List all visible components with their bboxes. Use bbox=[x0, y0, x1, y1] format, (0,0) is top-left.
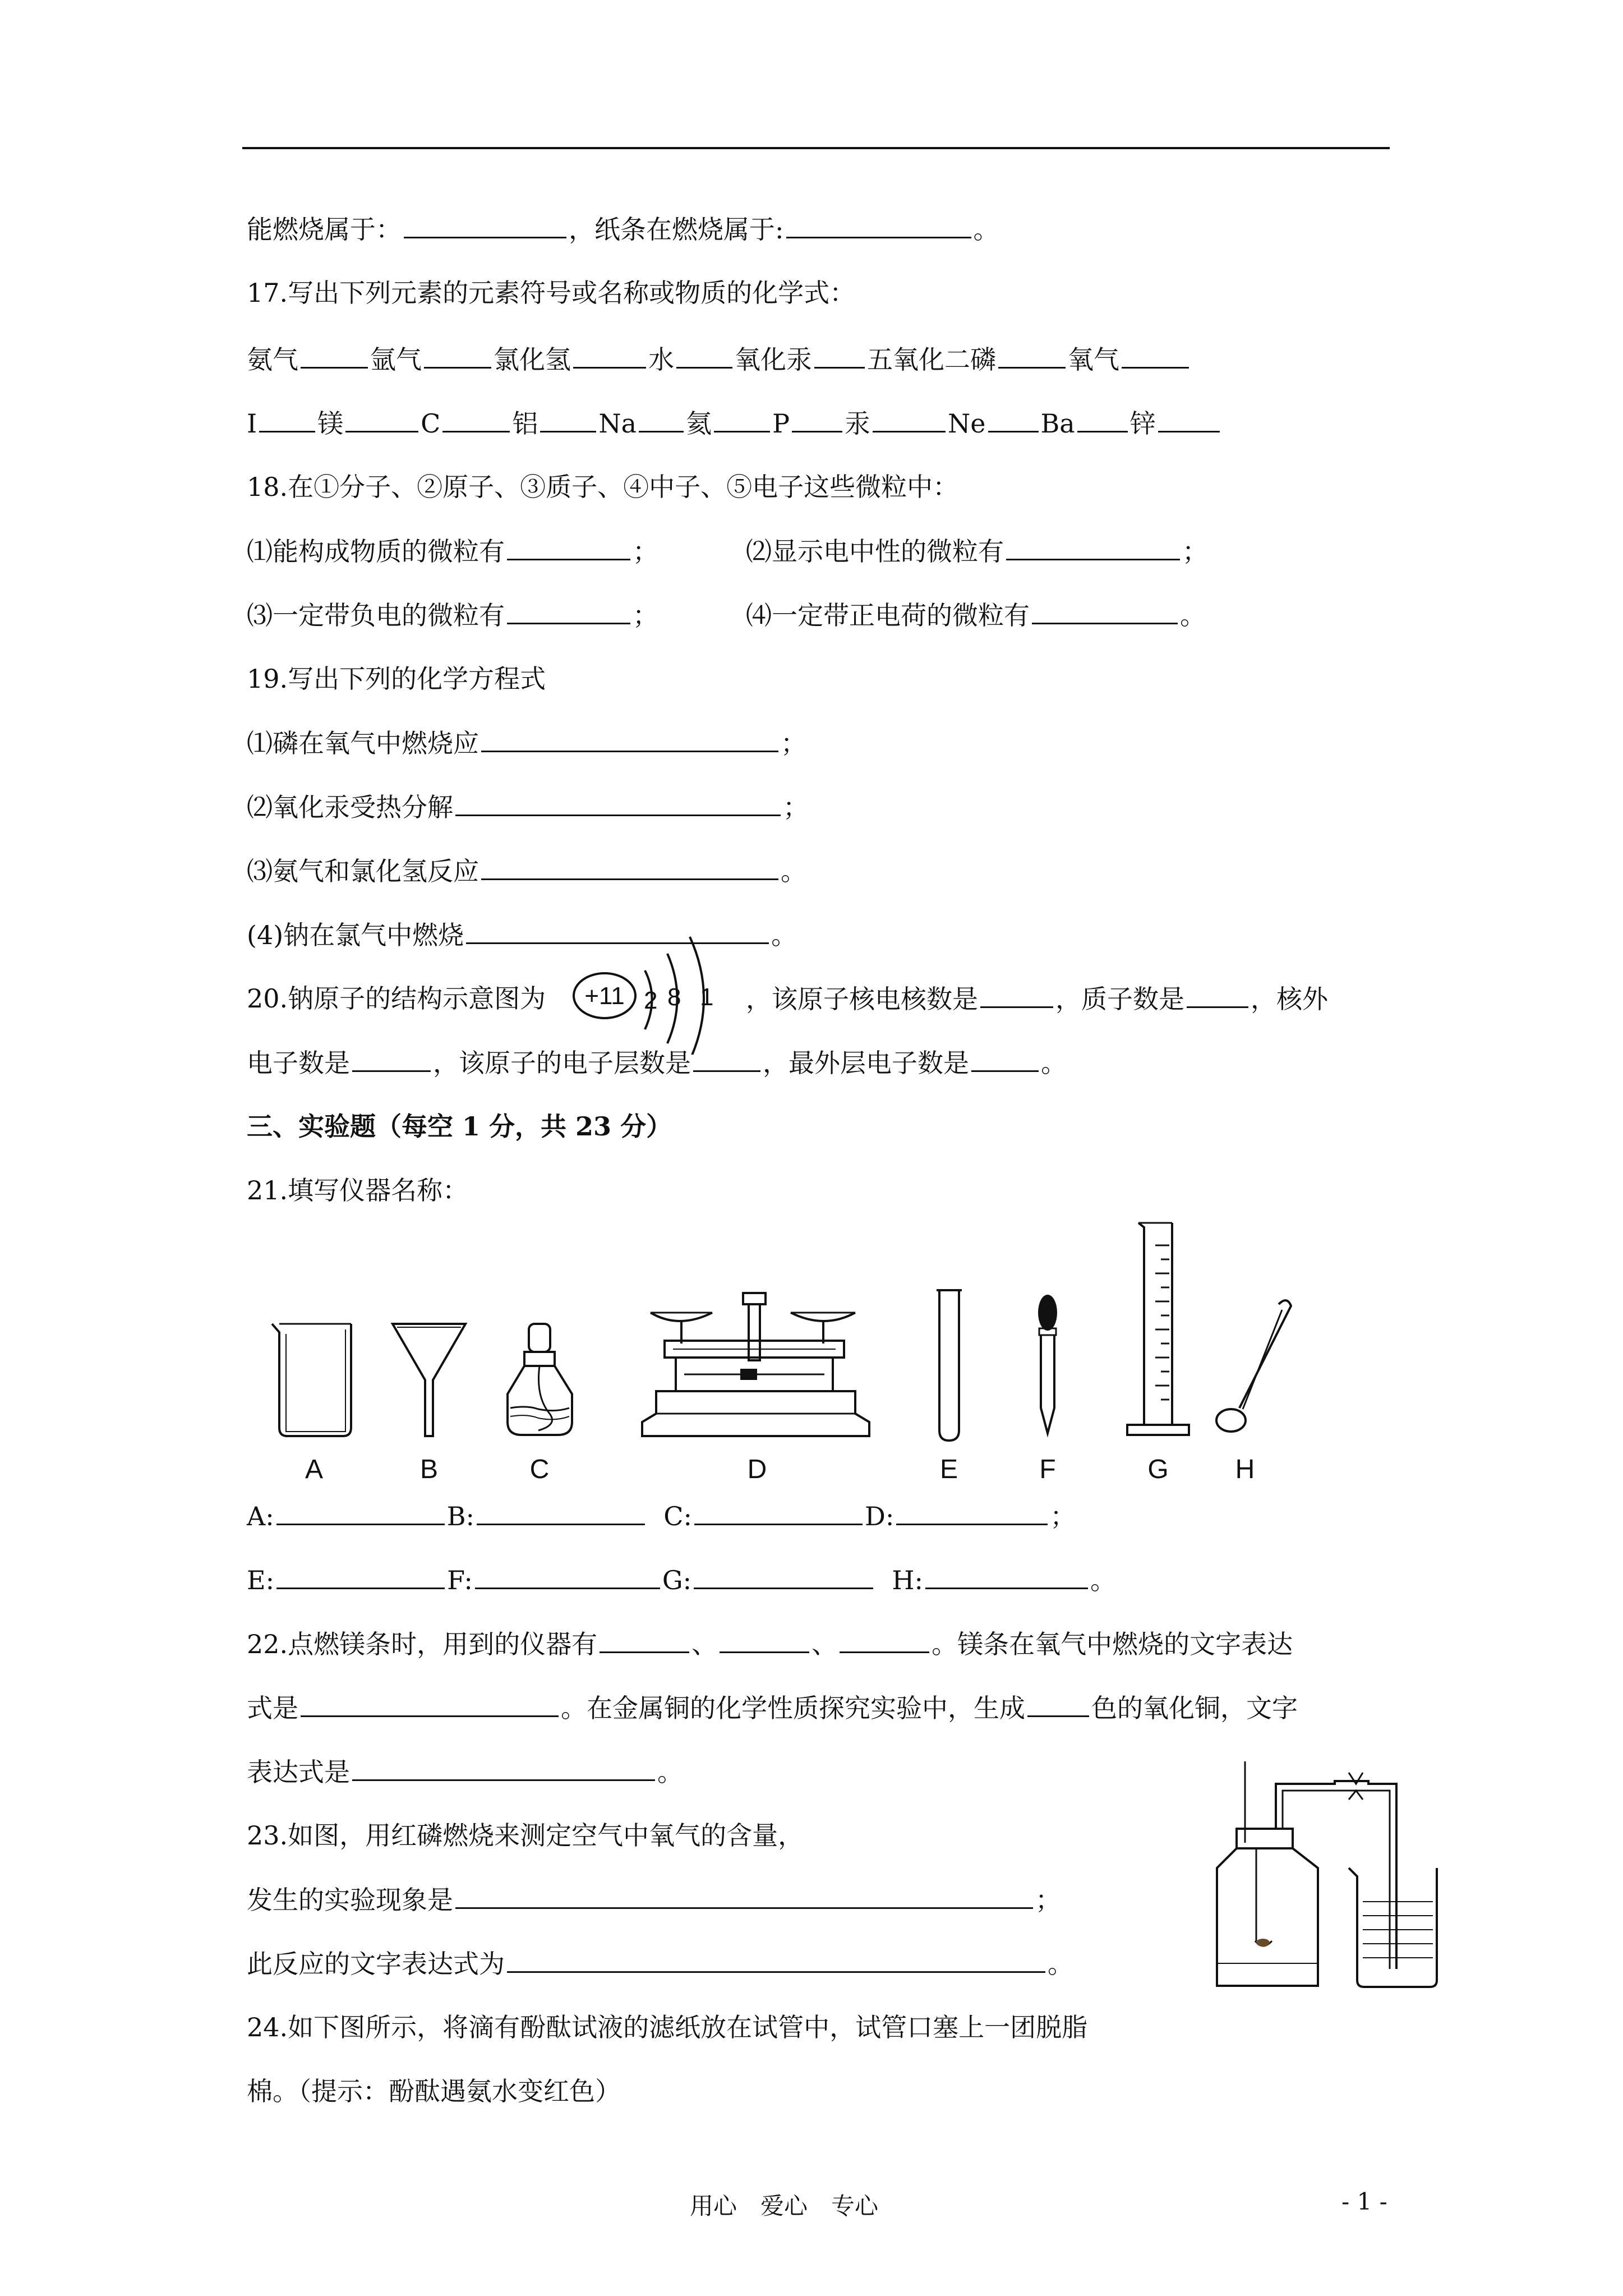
medicine-spoon-icon bbox=[1216, 1300, 1291, 1432]
instrument-label: C bbox=[529, 1455, 550, 1484]
q20-text: ，该原子核电核数是 bbox=[746, 984, 978, 1014]
connecting-tube-icon bbox=[1276, 1773, 1396, 1969]
answer-blank[interactable] bbox=[352, 1046, 431, 1072]
answer-blank[interactable] bbox=[345, 406, 418, 432]
answer-blank[interactable] bbox=[1027, 1691, 1089, 1717]
answer-blank[interactable] bbox=[896, 1499, 1048, 1525]
q18-row1 bbox=[247, 534, 658, 568]
answer-blank[interactable] bbox=[477, 1499, 645, 1525]
q20-text: ，该原子的电子层数是 bbox=[433, 1048, 691, 1078]
answer-blank[interactable] bbox=[925, 1563, 1088, 1589]
funnel-icon bbox=[393, 1324, 465, 1436]
q22-row1 bbox=[247, 1627, 1293, 1661]
instrument-label: F bbox=[1039, 1455, 1056, 1484]
answer-blank[interactable] bbox=[442, 406, 510, 432]
q20-row1b bbox=[746, 982, 1328, 1016]
answer-blank[interactable] bbox=[786, 212, 971, 238]
q23-text: 发生的实验现象是 bbox=[247, 1885, 453, 1915]
answer-blank[interactable] bbox=[971, 1046, 1039, 1072]
answer-blank[interactable] bbox=[693, 1046, 760, 1072]
q18-part: ⑵显示电中性的微粒有 bbox=[746, 536, 1004, 567]
page-number: - 1 - bbox=[1341, 2188, 1387, 2215]
answer-blank[interactable] bbox=[1122, 342, 1189, 369]
answer-blank[interactable] bbox=[259, 406, 315, 432]
q23-row1: 23.如图，用红磷燃烧来测定空气中氧气的含量， bbox=[247, 1820, 804, 1851]
alcohol-lamp-icon bbox=[508, 1324, 572, 1435]
q22-text: 色的氧化铜，文字 bbox=[1091, 1693, 1298, 1723]
q20-text: ，最外层电子数是 bbox=[763, 1048, 969, 1078]
answer-blank[interactable] bbox=[276, 1499, 445, 1525]
answer-blank[interactable] bbox=[301, 342, 368, 369]
q17-item: 汞 bbox=[845, 408, 871, 439]
answer-blank[interactable] bbox=[714, 406, 770, 432]
q17-item: 铝 bbox=[512, 408, 538, 439]
q21-answer-label: C: bbox=[663, 1501, 692, 1531]
q23-row3 bbox=[247, 1947, 1073, 1981]
q17-title: 17.写出下列元素的元素符号或名称或物质的化学式： bbox=[247, 278, 856, 308]
answer-blank[interactable] bbox=[694, 1499, 863, 1525]
q18-part: ⑷一定带正电荷的微粒有 bbox=[746, 600, 1030, 631]
q23-punct: ； bbox=[1035, 1885, 1061, 1915]
q23-text: 此反应的文字表达式为 bbox=[247, 1949, 505, 1979]
q20-text: ，质子数是 bbox=[1055, 984, 1184, 1014]
q17-item: 五氧化二磷 bbox=[867, 344, 996, 375]
q19-part: ⑶氨气和氯化氢反应 bbox=[247, 856, 479, 886]
q18-title: 18.在①分子、②原子、③质子、④中子、⑤电子这些微粒中： bbox=[247, 472, 959, 502]
answer-blank[interactable] bbox=[1032, 598, 1178, 624]
q21-punct: ； bbox=[1050, 1501, 1076, 1531]
q17-item: 氧气 bbox=[1068, 344, 1119, 375]
answer-blank[interactable] bbox=[676, 342, 732, 369]
q21-answers-row1 bbox=[247, 1499, 1076, 1533]
q17-row1 bbox=[247, 342, 1191, 376]
q20-row2 bbox=[247, 1046, 1067, 1080]
q19-punct: ； bbox=[783, 792, 809, 822]
graduated-cylinder-icon bbox=[1127, 1223, 1189, 1435]
q18-punct: ； bbox=[1182, 536, 1208, 567]
q19-punct: ； bbox=[781, 728, 806, 758]
answer-blank[interactable] bbox=[301, 1691, 559, 1717]
shell-electron-count: 8 bbox=[667, 983, 681, 1011]
beaker-icon bbox=[272, 1324, 351, 1436]
lab-instruments-figure bbox=[247, 1212, 1391, 1492]
answer-blank[interactable] bbox=[998, 342, 1066, 369]
q17-item: 氨气 bbox=[247, 344, 298, 375]
water-beaker-icon bbox=[1349, 1868, 1437, 1987]
gas-jar-icon bbox=[1217, 1761, 1318, 1986]
q21-answer-label: H: bbox=[892, 1565, 923, 1595]
answer-blank[interactable] bbox=[352, 1755, 655, 1781]
q21-title: 21.填写仪器名称： bbox=[247, 1175, 469, 1205]
q18-part: ⑶一定带负电的微粒有 bbox=[247, 600, 505, 631]
red-phosphorus-apparatus-figure bbox=[1200, 1756, 1458, 2014]
answer-blank[interactable] bbox=[481, 854, 778, 880]
q21-answer-label: E: bbox=[247, 1565, 275, 1595]
shell-electron-count: 2 bbox=[644, 987, 658, 1014]
answer-blank[interactable] bbox=[481, 726, 778, 752]
answer-blank[interactable] bbox=[980, 982, 1053, 1008]
q20-text: 电子数是 bbox=[247, 1048, 350, 1078]
q17-row2 bbox=[247, 406, 1222, 440]
q19-punct: 。 bbox=[771, 920, 797, 950]
q17-item: C bbox=[421, 408, 441, 439]
q18-row1b bbox=[746, 534, 1208, 568]
q20-row1 bbox=[247, 982, 546, 1015]
q17-item: Ne bbox=[948, 408, 986, 439]
instrument-label: B bbox=[419, 1455, 439, 1484]
q18-punct: ； bbox=[633, 600, 658, 631]
q17-item: Ba bbox=[1040, 408, 1075, 439]
balance-scale-icon bbox=[642, 1293, 869, 1436]
q21-punct: 。 bbox=[1090, 1565, 1116, 1595]
q19-part: ⑴磷在氧气中燃烧应 bbox=[247, 728, 479, 758]
answer-blank[interactable] bbox=[1077, 406, 1128, 432]
answer-blank[interactable] bbox=[792, 406, 842, 432]
instrument-label: D bbox=[747, 1455, 767, 1484]
answer-blank[interactable] bbox=[600, 1627, 689, 1653]
q22-text: 22.点燃镁条时，用到的仪器有 bbox=[247, 1629, 598, 1659]
answer-blank[interactable] bbox=[720, 1627, 809, 1653]
q21-answer-label: G: bbox=[662, 1565, 692, 1595]
instrument-label: A bbox=[305, 1455, 324, 1484]
q20-text: 。 bbox=[1041, 1048, 1067, 1078]
q18-punct: ； bbox=[633, 536, 658, 567]
q16-text-c: 。 bbox=[973, 214, 999, 245]
nucleus-charge: +11 bbox=[584, 982, 625, 1010]
answer-blank[interactable] bbox=[540, 406, 596, 432]
shell-electron-count: 1 bbox=[700, 983, 714, 1011]
instrument-label: H bbox=[1235, 1455, 1255, 1484]
q19-row2 bbox=[247, 790, 809, 824]
q21-answer-label: F: bbox=[447, 1565, 473, 1595]
q17-item: I bbox=[247, 408, 257, 439]
q22-text: 。 bbox=[657, 1757, 683, 1787]
q16-line bbox=[247, 212, 999, 246]
answer-blank[interactable] bbox=[1187, 982, 1248, 1008]
q17-item: 锌 bbox=[1129, 408, 1156, 439]
q17-item: 氯化氢 bbox=[494, 344, 571, 375]
test-tube-icon bbox=[937, 1290, 962, 1441]
answer-blank[interactable] bbox=[507, 1947, 1045, 1973]
answer-blank[interactable] bbox=[507, 598, 630, 624]
answer-blank[interactable] bbox=[475, 1563, 660, 1589]
q22-row3 bbox=[247, 1755, 683, 1789]
answer-blank[interactable] bbox=[639, 406, 684, 432]
q17-item: 水 bbox=[648, 344, 674, 375]
instrument-label: G bbox=[1147, 1455, 1169, 1484]
q22-text: 式是 bbox=[247, 1693, 298, 1723]
q19-row1 bbox=[247, 726, 806, 760]
q22-punct: 、 bbox=[691, 1629, 718, 1659]
q17-item: 氧化汞 bbox=[735, 344, 812, 375]
q22-text: 表达式是 bbox=[247, 1757, 350, 1787]
q23-punct: 。 bbox=[1048, 1949, 1073, 1979]
q16-text-b: ，纸条在燃烧属于: bbox=[569, 214, 784, 245]
q17-item: 镁 bbox=[317, 408, 344, 439]
q19-punct: 。 bbox=[781, 856, 806, 886]
instrument-label: E bbox=[939, 1455, 958, 1484]
answer-blank[interactable] bbox=[1158, 406, 1220, 432]
q17-item: 氩气 bbox=[370, 344, 422, 375]
q24-row2: 棉。（提示：酚酞遇氨水变红色） bbox=[247, 2076, 621, 2106]
q21-answers-row2 bbox=[247, 1563, 1116, 1597]
q19-part: (4)钠在氯气中燃烧 bbox=[247, 920, 464, 950]
answer-blank[interactable] bbox=[404, 212, 566, 238]
q21-answer-label: D: bbox=[864, 1501, 895, 1531]
answer-blank[interactable] bbox=[1006, 534, 1180, 560]
q20-text: 20.钠原子的结构示意图为 bbox=[247, 983, 546, 1014]
q18-row2b bbox=[746, 598, 1206, 632]
answer-blank[interactable] bbox=[988, 406, 1039, 432]
q17-item: P bbox=[772, 408, 790, 439]
answer-blank[interactable] bbox=[507, 534, 630, 560]
q18-row2 bbox=[247, 598, 658, 632]
answer-blank[interactable] bbox=[573, 342, 646, 369]
q16-text-a: 能燃烧属于： bbox=[247, 214, 402, 245]
answer-blank[interactable] bbox=[873, 406, 946, 432]
answer-blank[interactable] bbox=[840, 1627, 929, 1653]
sodium-atom-diagram bbox=[561, 909, 751, 1055]
answer-blank[interactable] bbox=[276, 1563, 445, 1589]
q21-answer-label: B: bbox=[446, 1501, 475, 1531]
footer-motto: 用心 爱心 专心 bbox=[690, 2192, 879, 2220]
q18-punct: 。 bbox=[1180, 600, 1206, 631]
q22-text: 。在金属铜的化学性质探究实验中，生成 bbox=[561, 1693, 1025, 1723]
answer-blank[interactable] bbox=[424, 342, 491, 369]
dropper-icon bbox=[1038, 1295, 1057, 1433]
q17-item: 氦 bbox=[686, 408, 712, 439]
header-rule bbox=[242, 147, 1390, 149]
answer-blank[interactable] bbox=[455, 790, 781, 816]
answer-blank[interactable] bbox=[814, 342, 865, 369]
q23-row2 bbox=[247, 1883, 1061, 1917]
q19-part: ⑵氧化汞受热分解 bbox=[247, 792, 453, 822]
q18-part: ⑴能构成物质的微粒有 bbox=[247, 536, 505, 567]
q20-text: ，核外 bbox=[1251, 984, 1328, 1014]
q19-row3 bbox=[247, 854, 806, 888]
answer-blank[interactable] bbox=[694, 1563, 873, 1589]
q22-punct: 、 bbox=[811, 1629, 838, 1659]
answer-blank[interactable] bbox=[455, 1883, 1033, 1909]
section-title: 三、实验题（每空 1 分，共 23 分） bbox=[247, 1111, 672, 1142]
q21-answer-label: A: bbox=[247, 1501, 274, 1531]
q19-title: 19.写出下列的化学方程式 bbox=[247, 664, 546, 694]
q17-item: Na bbox=[598, 408, 637, 439]
q22-text: 。镁条在氧气中燃烧的文字表达 bbox=[932, 1629, 1293, 1659]
q22-row2 bbox=[247, 1691, 1298, 1725]
q24-row1: 24.如下图所示，将滴有酚酞试液的滤纸放在试管中，试管口塞上一团脱脂 bbox=[247, 2012, 1088, 2042]
